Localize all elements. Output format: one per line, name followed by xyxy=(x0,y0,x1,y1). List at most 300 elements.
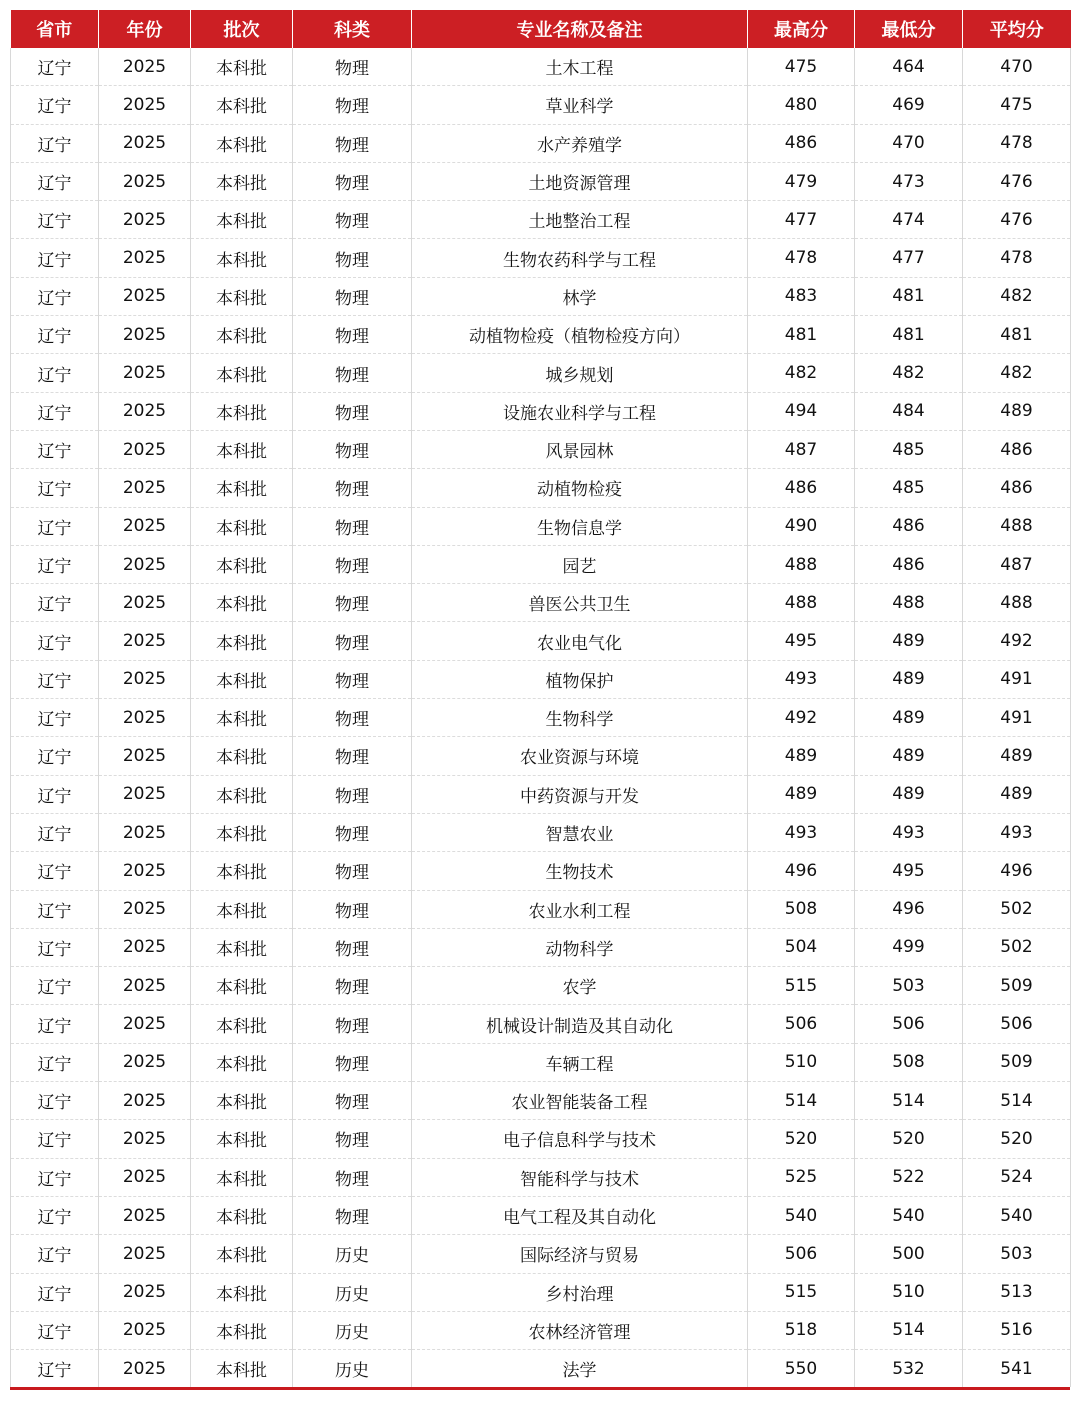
year-cell: 2025 xyxy=(99,201,191,239)
subject-category-cell: 物理 xyxy=(293,1043,412,1081)
min-score-cell: 496 xyxy=(855,890,963,928)
major-name-cell: 动植物检疫（植物检疫方向） xyxy=(412,316,748,354)
avg-score-cell: 482 xyxy=(963,354,1071,392)
max-score-cell: 495 xyxy=(748,622,855,660)
max-score-cell: 479 xyxy=(748,162,855,200)
province-cell: 辽宁 xyxy=(11,890,99,928)
avg-score-cell: 475 xyxy=(963,86,1071,124)
year-cell: 2025 xyxy=(99,1043,191,1081)
major-name-cell: 林学 xyxy=(412,277,748,315)
header-year: 年份 xyxy=(99,10,191,48)
avg-score-cell: 509 xyxy=(963,1043,1071,1081)
max-score-cell: 493 xyxy=(748,813,855,851)
major-name-cell: 动物科学 xyxy=(412,928,748,966)
subject-category-cell: 物理 xyxy=(293,737,412,775)
subject-category-cell: 物理 xyxy=(293,584,412,622)
major-name-cell: 土木工程 xyxy=(412,48,748,86)
min-score-cell: 514 xyxy=(855,1311,963,1349)
subject-category-cell: 物理 xyxy=(293,124,412,162)
major-name-cell: 机械设计制造及其自动化 xyxy=(412,1005,748,1043)
table-row xyxy=(11,1005,1071,1043)
batch-cell: 本科批 xyxy=(191,967,293,1005)
table-row xyxy=(11,699,1071,737)
batch-cell: 本科批 xyxy=(191,1043,293,1081)
year-cell: 2025 xyxy=(99,775,191,813)
batch-cell: 本科批 xyxy=(191,813,293,851)
table-row xyxy=(11,1196,1071,1234)
province-cell: 辽宁 xyxy=(11,162,99,200)
batch-cell: 本科批 xyxy=(191,1082,293,1120)
batch-cell: 本科批 xyxy=(191,392,293,430)
table-body xyxy=(11,48,1071,1387)
batch-cell: 本科批 xyxy=(191,737,293,775)
max-score-cell: 489 xyxy=(748,775,855,813)
table-row xyxy=(11,469,1071,507)
avg-score-cell: 520 xyxy=(963,1120,1071,1158)
batch-cell: 本科批 xyxy=(191,699,293,737)
year-cell: 2025 xyxy=(99,967,191,1005)
province-cell: 辽宁 xyxy=(11,1005,99,1043)
table-row xyxy=(11,813,1071,851)
batch-cell: 本科批 xyxy=(191,48,293,86)
max-score-cell: 540 xyxy=(748,1196,855,1234)
batch-cell: 本科批 xyxy=(191,201,293,239)
batch-cell: 本科批 xyxy=(191,622,293,660)
avg-score-cell: 470 xyxy=(963,48,1071,86)
avg-score-cell: 541 xyxy=(963,1350,1071,1388)
avg-score-cell: 502 xyxy=(963,890,1071,928)
province-cell: 辽宁 xyxy=(11,469,99,507)
avg-score-cell: 488 xyxy=(963,584,1071,622)
table-row xyxy=(11,1120,1071,1158)
major-name-cell: 电气工程及其自动化 xyxy=(412,1196,748,1234)
year-cell: 2025 xyxy=(99,928,191,966)
table-row xyxy=(11,1273,1071,1311)
subject-category-cell: 物理 xyxy=(293,316,412,354)
batch-cell: 本科批 xyxy=(191,354,293,392)
batch-cell: 本科批 xyxy=(191,584,293,622)
province-cell: 辽宁 xyxy=(11,201,99,239)
avg-score-cell: 482 xyxy=(963,277,1071,315)
avg-score-cell: 486 xyxy=(963,469,1071,507)
header-min-score: 最低分 xyxy=(855,10,963,48)
max-score-cell: 496 xyxy=(748,852,855,890)
max-score-cell: 483 xyxy=(748,277,855,315)
min-score-cell: 520 xyxy=(855,1120,963,1158)
table-row xyxy=(11,1043,1071,1081)
max-score-cell: 515 xyxy=(748,967,855,1005)
min-score-cell: 484 xyxy=(855,392,963,430)
max-score-cell: 482 xyxy=(748,354,855,392)
batch-cell: 本科批 xyxy=(191,775,293,813)
province-cell: 辽宁 xyxy=(11,430,99,468)
min-score-cell: 503 xyxy=(855,967,963,1005)
min-score-cell: 493 xyxy=(855,813,963,851)
min-score-cell: 514 xyxy=(855,1082,963,1120)
subject-category-cell: 物理 xyxy=(293,277,412,315)
min-score-cell: 500 xyxy=(855,1235,963,1273)
max-score-cell: 494 xyxy=(748,392,855,430)
subject-category-cell: 物理 xyxy=(293,890,412,928)
min-score-cell: 489 xyxy=(855,775,963,813)
max-score-cell: 489 xyxy=(748,737,855,775)
subject-category-cell: 物理 xyxy=(293,430,412,468)
min-score-cell: 489 xyxy=(855,737,963,775)
batch-cell: 本科批 xyxy=(191,1120,293,1158)
province-cell: 辽宁 xyxy=(11,1082,99,1120)
batch-cell: 本科批 xyxy=(191,1005,293,1043)
batch-cell: 本科批 xyxy=(191,277,293,315)
max-score-cell: 486 xyxy=(748,124,855,162)
year-cell: 2025 xyxy=(99,1082,191,1120)
min-score-cell: 474 xyxy=(855,201,963,239)
batch-cell: 本科批 xyxy=(191,1350,293,1388)
subject-category-cell: 物理 xyxy=(293,967,412,1005)
batch-cell: 本科批 xyxy=(191,316,293,354)
min-score-cell: 482 xyxy=(855,354,963,392)
province-cell: 辽宁 xyxy=(11,277,99,315)
province-cell: 辽宁 xyxy=(11,775,99,813)
avg-score-cell: 516 xyxy=(963,1311,1071,1349)
batch-cell: 本科批 xyxy=(191,545,293,583)
province-cell: 辽宁 xyxy=(11,1196,99,1234)
min-score-cell: 470 xyxy=(855,124,963,162)
batch-cell: 本科批 xyxy=(191,1235,293,1273)
province-cell: 辽宁 xyxy=(11,1273,99,1311)
min-score-cell: 510 xyxy=(855,1273,963,1311)
province-cell: 辽宁 xyxy=(11,622,99,660)
province-cell: 辽宁 xyxy=(11,1350,99,1388)
major-name-cell: 土地整治工程 xyxy=(412,201,748,239)
major-name-cell: 生物科学 xyxy=(412,699,748,737)
table-header-row xyxy=(11,10,1071,48)
province-cell: 辽宁 xyxy=(11,813,99,851)
admission-score-table-container xyxy=(10,10,1070,1390)
max-score-cell: 488 xyxy=(748,584,855,622)
max-score-cell: 525 xyxy=(748,1158,855,1196)
major-name-cell: 生物农药科学与工程 xyxy=(412,239,748,277)
province-cell: 辽宁 xyxy=(11,545,99,583)
max-score-cell: 492 xyxy=(748,699,855,737)
subject-category-cell: 物理 xyxy=(293,239,412,277)
table-row xyxy=(11,1311,1071,1349)
year-cell: 2025 xyxy=(99,1311,191,1349)
year-cell: 2025 xyxy=(99,354,191,392)
subject-category-cell: 物理 xyxy=(293,660,412,698)
min-score-cell: 481 xyxy=(855,277,963,315)
province-cell: 辽宁 xyxy=(11,1120,99,1158)
table-row xyxy=(11,392,1071,430)
batch-cell: 本科批 xyxy=(191,430,293,468)
batch-cell: 本科批 xyxy=(191,86,293,124)
subject-category-cell: 历史 xyxy=(293,1311,412,1349)
max-score-cell: 550 xyxy=(748,1350,855,1388)
avg-score-cell: 496 xyxy=(963,852,1071,890)
subject-category-cell: 历史 xyxy=(293,1273,412,1311)
year-cell: 2025 xyxy=(99,1158,191,1196)
avg-score-cell: 493 xyxy=(963,813,1071,851)
max-score-cell: 475 xyxy=(748,48,855,86)
province-cell: 辽宁 xyxy=(11,1043,99,1081)
batch-cell: 本科批 xyxy=(191,1311,293,1349)
major-name-cell: 车辆工程 xyxy=(412,1043,748,1081)
major-name-cell: 植物保护 xyxy=(412,660,748,698)
year-cell: 2025 xyxy=(99,316,191,354)
table-row xyxy=(11,239,1071,277)
province-cell: 辽宁 xyxy=(11,316,99,354)
min-score-cell: 495 xyxy=(855,852,963,890)
min-score-cell: 508 xyxy=(855,1043,963,1081)
table-row xyxy=(11,1350,1071,1388)
avg-score-cell: 478 xyxy=(963,239,1071,277)
max-score-cell: 490 xyxy=(748,507,855,545)
avg-score-cell: 506 xyxy=(963,1005,1071,1043)
table-row xyxy=(11,86,1071,124)
max-score-cell: 487 xyxy=(748,430,855,468)
province-cell: 辽宁 xyxy=(11,584,99,622)
min-score-cell: 489 xyxy=(855,699,963,737)
major-name-cell: 生物技术 xyxy=(412,852,748,890)
table-row xyxy=(11,775,1071,813)
min-score-cell: 522 xyxy=(855,1158,963,1196)
year-cell: 2025 xyxy=(99,48,191,86)
min-score-cell: 540 xyxy=(855,1196,963,1234)
major-name-cell: 智慧农业 xyxy=(412,813,748,851)
year-cell: 2025 xyxy=(99,622,191,660)
year-cell: 2025 xyxy=(99,1273,191,1311)
min-score-cell: 486 xyxy=(855,507,963,545)
max-score-cell: 520 xyxy=(748,1120,855,1158)
year-cell: 2025 xyxy=(99,699,191,737)
batch-cell: 本科批 xyxy=(191,928,293,966)
province-cell: 辽宁 xyxy=(11,124,99,162)
table-row xyxy=(11,622,1071,660)
header-province: 省市 xyxy=(11,10,99,48)
subject-category-cell: 物理 xyxy=(293,1082,412,1120)
batch-cell: 本科批 xyxy=(191,239,293,277)
major-name-cell: 草业科学 xyxy=(412,86,748,124)
major-name-cell: 乡村治理 xyxy=(412,1273,748,1311)
province-cell: 辽宁 xyxy=(11,737,99,775)
min-score-cell: 486 xyxy=(855,545,963,583)
avg-score-cell: 503 xyxy=(963,1235,1071,1273)
batch-cell: 本科批 xyxy=(191,162,293,200)
max-score-cell: 477 xyxy=(748,201,855,239)
max-score-cell: 510 xyxy=(748,1043,855,1081)
major-name-cell: 兽医公共卫生 xyxy=(412,584,748,622)
subject-category-cell: 历史 xyxy=(293,1235,412,1273)
province-cell: 辽宁 xyxy=(11,660,99,698)
max-score-cell: 506 xyxy=(748,1235,855,1273)
major-name-cell: 电子信息科学与技术 xyxy=(412,1120,748,1158)
header-avg-score: 平均分 xyxy=(963,10,1071,48)
table-row xyxy=(11,852,1071,890)
year-cell: 2025 xyxy=(99,1120,191,1158)
max-score-cell: 488 xyxy=(748,545,855,583)
max-score-cell: 504 xyxy=(748,928,855,966)
subject-category-cell: 物理 xyxy=(293,354,412,392)
subject-category-cell: 物理 xyxy=(293,507,412,545)
avg-score-cell: 478 xyxy=(963,124,1071,162)
batch-cell: 本科批 xyxy=(191,507,293,545)
major-name-cell: 国际经济与贸易 xyxy=(412,1235,748,1273)
year-cell: 2025 xyxy=(99,584,191,622)
year-cell: 2025 xyxy=(99,545,191,583)
subject-category-cell: 物理 xyxy=(293,775,412,813)
table-row xyxy=(11,890,1071,928)
avg-score-cell: 502 xyxy=(963,928,1071,966)
major-name-cell: 农业水利工程 xyxy=(412,890,748,928)
min-score-cell: 499 xyxy=(855,928,963,966)
avg-score-cell: 492 xyxy=(963,622,1071,660)
avg-score-cell: 486 xyxy=(963,430,1071,468)
max-score-cell: 478 xyxy=(748,239,855,277)
batch-cell: 本科批 xyxy=(191,852,293,890)
min-score-cell: 485 xyxy=(855,469,963,507)
year-cell: 2025 xyxy=(99,277,191,315)
major-name-cell: 设施农业科学与工程 xyxy=(412,392,748,430)
year-cell: 2025 xyxy=(99,813,191,851)
table-row xyxy=(11,201,1071,239)
avg-score-cell: 481 xyxy=(963,316,1071,354)
province-cell: 辽宁 xyxy=(11,967,99,1005)
table-row xyxy=(11,737,1071,775)
table-row xyxy=(11,430,1071,468)
max-score-cell: 480 xyxy=(748,86,855,124)
year-cell: 2025 xyxy=(99,86,191,124)
year-cell: 2025 xyxy=(99,1235,191,1273)
subject-category-cell: 物理 xyxy=(293,392,412,430)
admission-score-table xyxy=(10,10,1071,1387)
avg-score-cell: 524 xyxy=(963,1158,1071,1196)
avg-score-cell: 476 xyxy=(963,162,1071,200)
major-name-cell: 农业智能装备工程 xyxy=(412,1082,748,1120)
major-name-cell: 中药资源与开发 xyxy=(412,775,748,813)
province-cell: 辽宁 xyxy=(11,928,99,966)
year-cell: 2025 xyxy=(99,507,191,545)
header-batch: 批次 xyxy=(191,10,293,48)
subject-category-cell: 物理 xyxy=(293,928,412,966)
major-name-cell: 城乡规划 xyxy=(412,354,748,392)
year-cell: 2025 xyxy=(99,124,191,162)
subject-category-cell: 物理 xyxy=(293,852,412,890)
year-cell: 2025 xyxy=(99,430,191,468)
major-name-cell: 动植物检疫 xyxy=(412,469,748,507)
subject-category-cell: 物理 xyxy=(293,86,412,124)
avg-score-cell: 540 xyxy=(963,1196,1071,1234)
max-score-cell: 514 xyxy=(748,1082,855,1120)
avg-score-cell: 489 xyxy=(963,737,1071,775)
province-cell: 辽宁 xyxy=(11,1158,99,1196)
avg-score-cell: 491 xyxy=(963,699,1071,737)
min-score-cell: 532 xyxy=(855,1350,963,1388)
province-cell: 辽宁 xyxy=(11,354,99,392)
table-row xyxy=(11,660,1071,698)
max-score-cell: 481 xyxy=(748,316,855,354)
table-row xyxy=(11,1235,1071,1273)
batch-cell: 本科批 xyxy=(191,469,293,507)
table-row xyxy=(11,162,1071,200)
major-name-cell: 生物信息学 xyxy=(412,507,748,545)
min-score-cell: 464 xyxy=(855,48,963,86)
subject-category-cell: 物理 xyxy=(293,1120,412,1158)
province-cell: 辽宁 xyxy=(11,392,99,430)
province-cell: 辽宁 xyxy=(11,852,99,890)
year-cell: 2025 xyxy=(99,1350,191,1388)
province-cell: 辽宁 xyxy=(11,507,99,545)
subject-category-cell: 历史 xyxy=(293,1350,412,1388)
min-score-cell: 477 xyxy=(855,239,963,277)
avg-score-cell: 476 xyxy=(963,201,1071,239)
min-score-cell: 473 xyxy=(855,162,963,200)
max-score-cell: 506 xyxy=(748,1005,855,1043)
avg-score-cell: 487 xyxy=(963,545,1071,583)
year-cell: 2025 xyxy=(99,737,191,775)
min-score-cell: 488 xyxy=(855,584,963,622)
year-cell: 2025 xyxy=(99,890,191,928)
min-score-cell: 489 xyxy=(855,660,963,698)
subject-category-cell: 物理 xyxy=(293,201,412,239)
subject-category-cell: 物理 xyxy=(293,545,412,583)
year-cell: 2025 xyxy=(99,1005,191,1043)
header-subject-category: 科类 xyxy=(293,10,412,48)
min-score-cell: 469 xyxy=(855,86,963,124)
header-major-name: 专业名称及备注 xyxy=(412,10,748,48)
province-cell: 辽宁 xyxy=(11,86,99,124)
major-name-cell: 风景园林 xyxy=(412,430,748,468)
header-max-score: 最高分 xyxy=(748,10,855,48)
batch-cell: 本科批 xyxy=(191,124,293,162)
max-score-cell: 486 xyxy=(748,469,855,507)
avg-score-cell: 513 xyxy=(963,1273,1071,1311)
max-score-cell: 518 xyxy=(748,1311,855,1349)
avg-score-cell: 514 xyxy=(963,1082,1071,1120)
subject-category-cell: 物理 xyxy=(293,1005,412,1043)
max-score-cell: 515 xyxy=(748,1273,855,1311)
table-row xyxy=(11,584,1071,622)
major-name-cell: 园艺 xyxy=(412,545,748,583)
table-row xyxy=(11,928,1071,966)
subject-category-cell: 物理 xyxy=(293,1158,412,1196)
province-cell: 辽宁 xyxy=(11,699,99,737)
province-cell: 辽宁 xyxy=(11,1235,99,1273)
major-name-cell: 智能科学与技术 xyxy=(412,1158,748,1196)
min-score-cell: 481 xyxy=(855,316,963,354)
table-row xyxy=(11,967,1071,1005)
major-name-cell: 农学 xyxy=(412,967,748,1005)
avg-score-cell: 509 xyxy=(963,967,1071,1005)
batch-cell: 本科批 xyxy=(191,1273,293,1311)
subject-category-cell: 物理 xyxy=(293,622,412,660)
batch-cell: 本科批 xyxy=(191,1158,293,1196)
batch-cell: 本科批 xyxy=(191,890,293,928)
province-cell: 辽宁 xyxy=(11,48,99,86)
max-score-cell: 493 xyxy=(748,660,855,698)
max-score-cell: 508 xyxy=(748,890,855,928)
avg-score-cell: 491 xyxy=(963,660,1071,698)
year-cell: 2025 xyxy=(99,239,191,277)
year-cell: 2025 xyxy=(99,469,191,507)
min-score-cell: 506 xyxy=(855,1005,963,1043)
major-name-cell: 农林经济管理 xyxy=(412,1311,748,1349)
subject-category-cell: 物理 xyxy=(293,813,412,851)
table-row xyxy=(11,124,1071,162)
avg-score-cell: 489 xyxy=(963,775,1071,813)
subject-category-cell: 物理 xyxy=(293,162,412,200)
major-name-cell: 法学 xyxy=(412,1350,748,1388)
province-cell: 辽宁 xyxy=(11,1311,99,1349)
province-cell: 辽宁 xyxy=(11,239,99,277)
